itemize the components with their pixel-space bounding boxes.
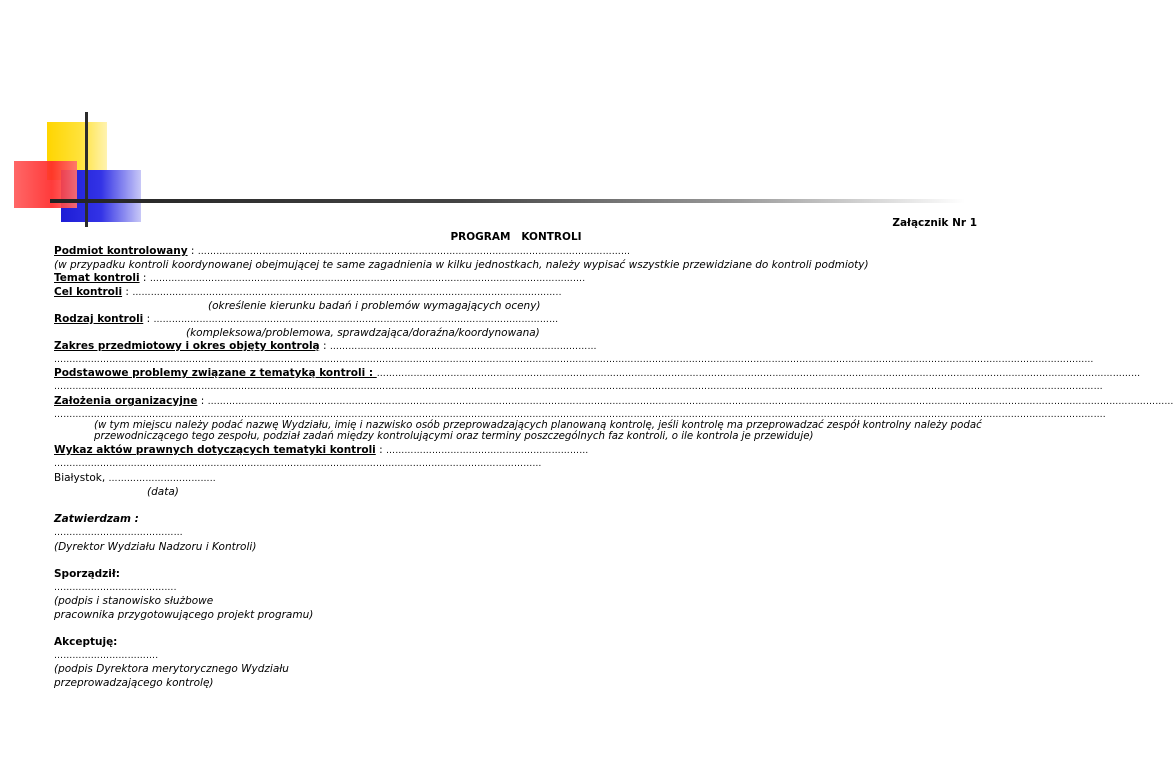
zakres-row [54, 340, 597, 355]
accept-label: Akceptuję: [54, 636, 118, 648]
cel-separator: : [122, 286, 133, 298]
approve-note: (Dyrektor Wydziału Nadzoru i Kontroli) [54, 541, 257, 553]
temat-row [54, 272, 585, 287]
zakres-separator: : [319, 340, 330, 352]
temat-label: Temat kontroli [54, 272, 140, 284]
decorative-vertical-line [85, 112, 88, 227]
problemy-label: Podstawowe problemy związane z tematyką kontroli : [54, 367, 377, 379]
rodzaj-note: (kompleksowa/problemowa, sprawdzająca/doraźna/koordynowana) [186, 327, 540, 339]
prepared-note-line2: pracownika przygotowującego projekt programu) [54, 609, 314, 621]
cel-label: Cel kontroli [54, 286, 123, 298]
zalozenia-label: Założenia organizacyjne [54, 395, 198, 407]
wykaz-label: Wykaz aktów prawnych dotyczących tematyki kontroli [54, 444, 376, 456]
problemy-dots: …………………………………………………………………………………………………………………………………………………………………………………………………………………………… [376, 369, 1141, 379]
place-label: Białystok, [54, 472, 109, 484]
document-title: PROGRAM KONTROLI [450, 231, 582, 243]
cel-note: (określenie kierunku badań i problemów wymagających oceny) [208, 300, 541, 312]
temat-separator: : [139, 272, 150, 284]
accept-note-line2: przeprowadzającego kontrolę) [54, 677, 214, 689]
zalozenia-separator: : [197, 395, 208, 407]
podmiot-note: (w przypadku kontroli koordynowanej obejmującej te same zagadnienia w kilku jednostkach, należy wypisać wszystkie przewidziane do kontroli podmioty) [54, 259, 869, 271]
podmiot-separator: : [187, 245, 198, 257]
zalozenia-note-line2: przewodniczącego tego zespołu, podział zadań między kontrolującymi oraz terminy poszczególnych faz kontroli, o ile kontrola je przewiduje) [94, 431, 814, 442]
rodzaj-label: Rodzaj kontroli [54, 313, 144, 325]
attachment-number: Załącznik Nr 1 [892, 217, 977, 229]
podmiot-dots: …………………………………………………………………………………………………………………………… [197, 247, 631, 257]
wykaz-separator: : [375, 444, 386, 456]
problemy-row [54, 367, 1141, 382]
prepared-dots: …………………………………. [54, 583, 177, 593]
approve-label: Zatwierdzam : [54, 513, 139, 525]
zalozenia-dots-full: ………………………………………………………………………………………………………………………………………………………………………………………………………………………………………………………………………………………………………………. [54, 410, 1106, 420]
date-note: (data) [147, 486, 179, 498]
wykaz-dots: ………………………………………………………… [386, 446, 589, 456]
cel-dots: ………………………………………………………………………………………………………………………….. [132, 288, 562, 298]
zakres-dots: …………………………………………………………………………… [329, 342, 597, 352]
zalozenia-note-line1: (w tym miejscu należy podać nazwę Wydziału, imię i nazwisko osób przeprowadzających planowaną kontrolę, jeśli kontrolę ma przeprowadzać zespół kontrolny należy podać [94, 420, 982, 431]
place-date-row [54, 472, 216, 487]
decorative-horizontal-rule [50, 199, 965, 203]
rodzaj-dots: …………………………………………………………………………………………………………………… [153, 315, 559, 325]
temat-dots: ……………………………………………………………………………………………………………………………. [149, 274, 586, 284]
zakres-label: Zakres przedmiotowy i okres objęty kontrolą [54, 340, 320, 352]
zalozenia-dots: ……………………………………………………………………………………………………………………………………………………………………………………………………………………………………………………………………………………… [207, 397, 1174, 407]
accept-dots: ……………………………. [54, 651, 159, 661]
prepared-label: Sporządził: [54, 568, 120, 580]
podmiot-row [54, 245, 630, 260]
rodzaj-row [54, 313, 558, 328]
podmiot-label: Podmiot kontrolowany [54, 245, 188, 257]
zalozenia-row [54, 395, 1174, 410]
prepared-note-line1: (podpis i stanowisko służbowe [54, 595, 214, 607]
date-dots: …………………………….. [108, 474, 216, 484]
wykaz-dots-full: …………………………………………………………………………………………………………………………………………… [54, 459, 542, 469]
problemy-dots-full: ……………………………………………………………………………………………………………………………………………………………………………………………………………………………………………………………………………………………………………… [54, 382, 1103, 392]
accept-note-line1: (podpis Dyrektora merytorycznego Wydziału [54, 663, 289, 675]
cel-row [54, 286, 562, 301]
wykaz-row [54, 444, 588, 459]
zakres-dots-full: …………………………………………………………………………………………………………………………………………………………………………………………………………………………………………………………………………………………………………… [54, 355, 1094, 365]
approve-dots: …………………………………… [54, 528, 183, 538]
rodzaj-separator: : [143, 313, 154, 325]
